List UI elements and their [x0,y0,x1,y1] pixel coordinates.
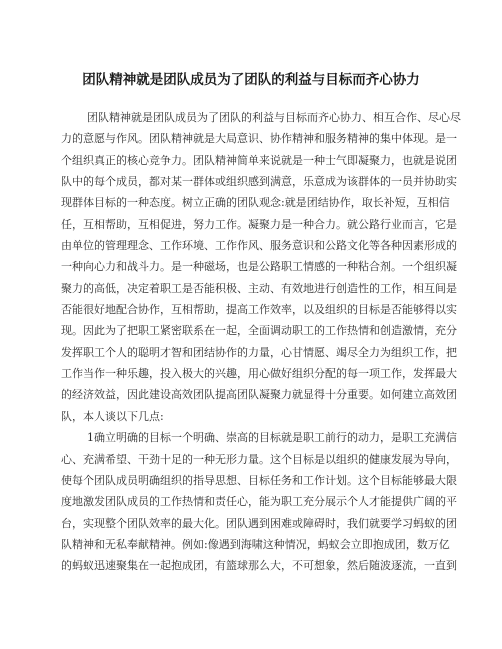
document-title: 团队精神就是团队成员为了团队的利益与目标而齐心协力 [82,72,420,88]
paragraph-line: 的蚂蚁迅速聚集在一起抱成团，有篮球那么大，不可想象，然后随波逐流，一直到 [61,559,457,573]
paragraph-line: 使每个团队成员明确组织的指导思想、目标任务和工作计划。这个目标能够最大限 [61,473,457,487]
paragraph-line: 度地激发团队成员的工作热情和责任心，能为职工充分展示个人才能提供广阔的平 [61,495,457,509]
paragraph-line: 团队精神就是团队成员为了团队的利益与目标而齐心协力、相互合作、尽心尽 [87,111,461,124]
paragraph-line: 个组织真正的核心竞争力。团队精神简单来说就是一种士气即凝聚力，也就是说团 [61,153,457,167]
paragraph-line: 力的意愿与作风。团队精神就是大局意识、协作精神和服务精神的集中体现。是一 [61,132,457,146]
paragraph-line: 由单位的管理理念、工作环境、工作作风、服务意识和公路文化等各种因素形成的 [61,239,457,253]
document-body [61,107,461,577]
paragraph-line: 发挥职工个人的聪明才智和团结协作的力量，心甘情愿、竭尽全力为组织工作，把 [61,345,457,359]
paragraph-line: 1确立明确的目标一个明确、崇高的目标就是职工前行的动力，是职工充满信 [87,431,457,445]
paragraph-line: 的经济效益，因此建设高效团队提高团队凝聚力就显得十分重要。如何建立高效团 [61,388,457,402]
paragraph-line: 队，本人谈以下几点: [61,409,164,423]
paragraph-line: 任，互相帮助，互相促进，努力工作。凝聚力是一种合力。就公路行业而言，它是 [61,217,457,231]
paragraph-line: 队中的每个成员，都对某一群体或组织感到满意，乐意成为该群体的一员并协助实 [61,175,457,189]
paragraph-line: 现群体目标的一种态度。树立正确的团队观念:就是团结协作，取长补短，互相信 [61,196,450,210]
paragraph-line: 心、充满希望、干劲十足的一种无形力量。这个目标是以组织的健康发展为导向， [61,452,457,466]
paragraph-line: 一种向心力和战斗力。是一种磁场，也是公路职工情感的一种粘合剂。一个组织凝 [61,260,457,274]
paragraph-line: 聚力的高低，决定着职工是否能积极、主动、有效地进行创造性的工作，相互间是 [61,281,457,295]
paragraph-line: 队精神和无私奉献精神。例如:像遇到海啸这种情况，蚂蚁会立即抱成团，数万亿 [61,537,450,551]
paragraph-line: 否能很好地配合协作，互相帮助，提高工作效率，以及组织的目标是否能够得以实 [61,303,457,317]
paragraph-line: 现。因此为了把职工紧密联系在一起，全面调动职工的工作热情和创造激情，充分 [61,324,457,338]
paragraph-line: 工作当作一种乐趣，投入极大的兴趣，用心做好组织分配的每一项工作，发挥最大 [61,367,457,381]
paragraph-line: 台，实现整个团队效率的最大化。团队遇到困难或障碍时，我们就要学习蚂蚁的团 [61,516,457,530]
